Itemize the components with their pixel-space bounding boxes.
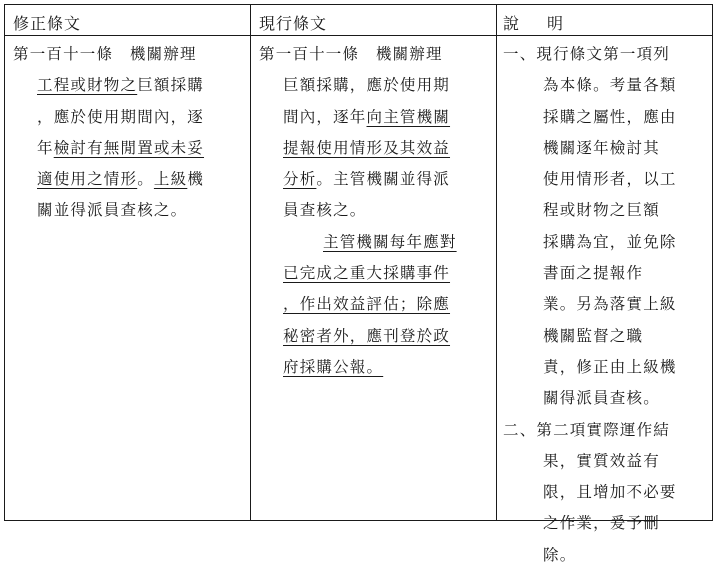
explanation-text: [503, 39, 709, 571]
text-line: 適使用之情形。上級機: [37, 170, 205, 189]
text-line: 除。: [543, 545, 577, 564]
text-line: 業。另為落實上級: [543, 295, 677, 314]
header-current: 現行條文: [259, 14, 328, 33]
comparison-table: [4, 4, 713, 564]
text-line: ，作出效益評估；除應: [283, 295, 451, 314]
text-line: 秘密者外，應刊登於政: [283, 326, 451, 345]
text-line: 提報使用情形及其效益: [283, 138, 451, 157]
text-line: 第一百十一條 機關辦理: [259, 45, 443, 63]
text-line: 間內，逐年向主管機關: [283, 107, 451, 126]
text-line: 關並得派員查核之。: [37, 201, 188, 220]
text-line: 程或財物之巨額: [543, 201, 660, 220]
column-divider: [250, 5, 251, 520]
text-line: 機關逐年檢討其: [543, 138, 660, 157]
text-line: 採購之屬性，應由: [543, 107, 677, 126]
text-line: 府採購公報。: [283, 357, 384, 376]
text-line: 關得派員查核。: [543, 389, 660, 408]
header-divider: [5, 35, 712, 36]
amended-article-text: [13, 39, 249, 227]
text-line: 員查核之。: [283, 201, 367, 220]
text-line: ，應於使用期間內，逐: [37, 107, 205, 126]
text-line: 分析。主管機關並得派: [283, 170, 451, 189]
text-line: 年檢討有無閒置或未妥: [37, 138, 205, 157]
text-line: 第一百十一條 機關辦理: [13, 45, 197, 63]
text-line: 為本條。考量各類: [543, 76, 677, 95]
text-line: 之作業，爰予刪: [543, 514, 660, 533]
column-divider: [496, 5, 497, 520]
text-line: 機關監督之職: [543, 326, 644, 345]
text-line: 主管機關每年應對: [323, 232, 457, 251]
text-line: 責，修正由上級機: [543, 357, 677, 376]
text-line: 巨額採購，應於使用期: [283, 76, 451, 95]
text-line: 已完成之重大採購事件: [283, 264, 451, 283]
text-line: 使用情形者，以工: [543, 170, 677, 189]
text-line: 書面之提報作: [543, 264, 644, 283]
text-line: 果，實質效益有: [543, 451, 660, 470]
text-line: 一、現行條文第一項列: [503, 45, 671, 63]
current-article-text: [259, 39, 495, 383]
text-line: 限，且增加不必要: [543, 483, 677, 502]
header-amended: 修正條文: [13, 14, 82, 33]
header-explanation: 說明: [503, 14, 592, 33]
text-line: 採購為宜，並免除: [543, 232, 677, 251]
text-line: 二、第二項實際運作結: [503, 420, 671, 439]
text-line: 工程或財物之巨額採購: [37, 76, 205, 95]
